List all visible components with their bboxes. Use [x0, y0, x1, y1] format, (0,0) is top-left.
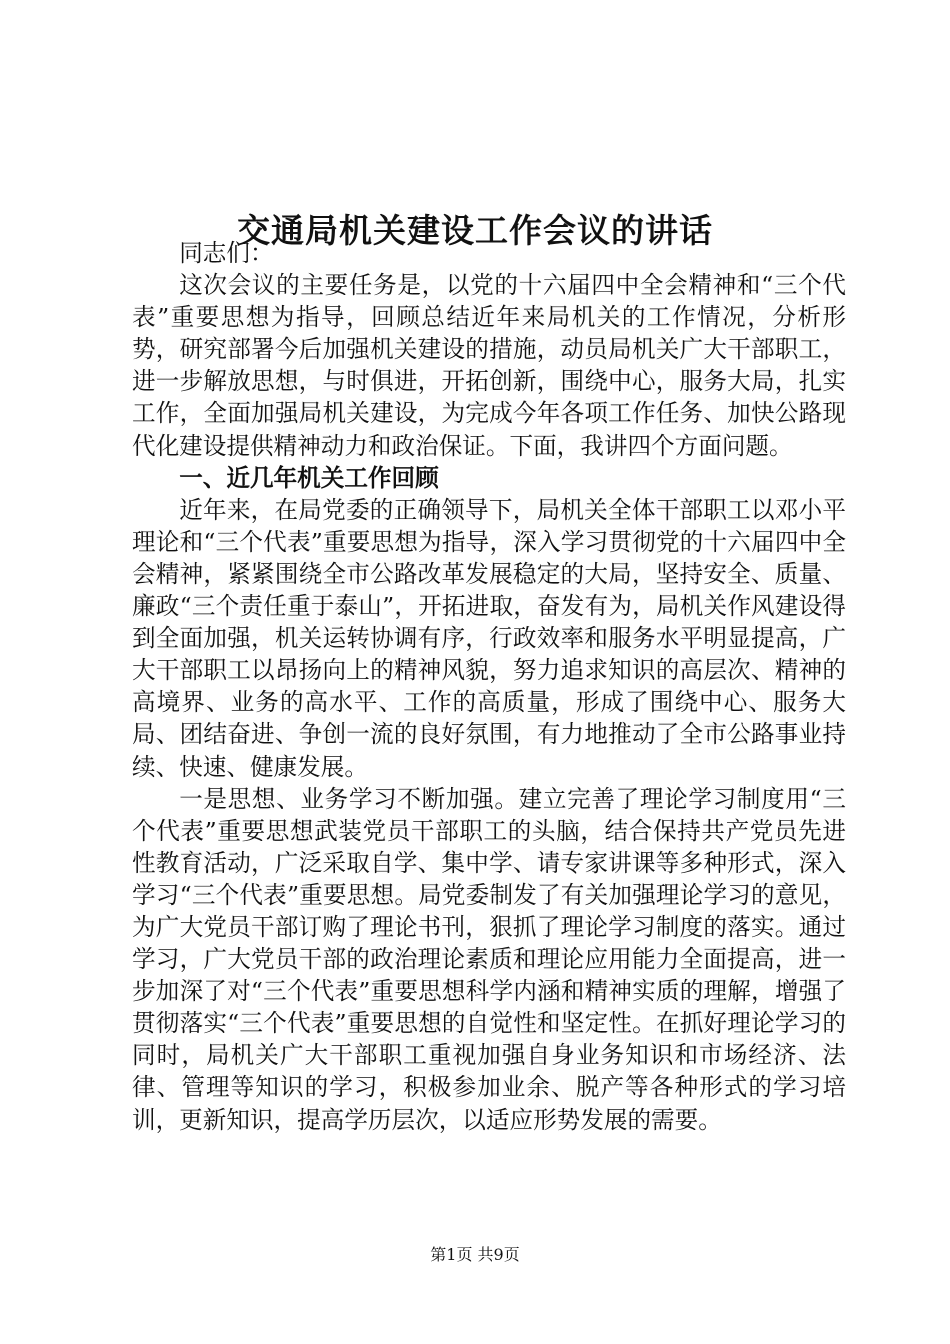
section-heading: 一、近几年机关工作回顾 — [179, 463, 439, 492]
paragraph-review: 近年来，在局党委的正确领导下，局机关全体干部职工以邓小平理论和“三个代表”重要思想为指导，深入学习贯彻党的十六届四中全会精神，紧紧围绕全市公路改革发展稳定的大局，坚持安全、质量、廉政“三个责任重于泰山”，开拓进取，奋发有为，局机关作风建设得到全面加强，机关运转协调有序，行政效率和服务水平明显提高，广大干部职工以昂扬向上的精神风貌，努力追求知识的高层次、精神的高境界、业务的高水平、工作的高质量，形成了围绕中心、服务大局、团结奋进、争创一流的良好氛围，有力地推动了全市公路事业持续、快速、健康发展。 — [132, 495, 846, 781]
paragraph-study: 一是思想、业务学习不断加强。建立完善了理论学习制度用“三个代表”重要思想武装党员干部职工的头脑，结合保持共产党员先进性教育活动，广泛采取自学、集中学、请专家讲课等多种形式，深入学习“三个代表”重要思想。局党委制发了有关加强理论学习的意见，为广大党员干部订购了理论书刊，狠抓了理论学习制度的落实。通过学习，广大党员干部的政治理论素质和理论应用能力全面提高，进一步加深了对“三个代表”重要思想科学内涵和精神实质的理解，增强了贯彻落实“三个代表”重要思想的自觉性和坚定性。在抓好理论学习的同时，局机关广大干部职工重视加强自身业务知识和市场经济、法律、管理等知识的学习，积极参加业余、脱产等各种形式的学习培训，更新知识，提高学历层次，以适应形势发展的需要。 — [132, 784, 846, 1134]
page-footer: 第1页 共9页 — [430, 1245, 520, 1264]
document-body — [132, 237, 846, 1136]
salutation: 同志们： — [179, 239, 274, 267]
document-title: 交通局机关建设工作会议的讲话 — [237, 211, 713, 251]
paragraph-intro: 这次会议的主要任务是，以党的十六届四中全会精神和“三个代表”重要思想为指导，回顾总结近年来局机关的工作情况，分析形势，研究部署今后加强机关建设的措施，动员局机关广大干部职工，进一步解放思想，与时俱进，开拓创新，围绕中心，服务大局，扎实工作，全面加强局机关建设，为完成今年各项工作任务、加快公路现代化建设提供精神动力和政治保证。下面，我讲四个方面问题。 — [132, 271, 846, 460]
